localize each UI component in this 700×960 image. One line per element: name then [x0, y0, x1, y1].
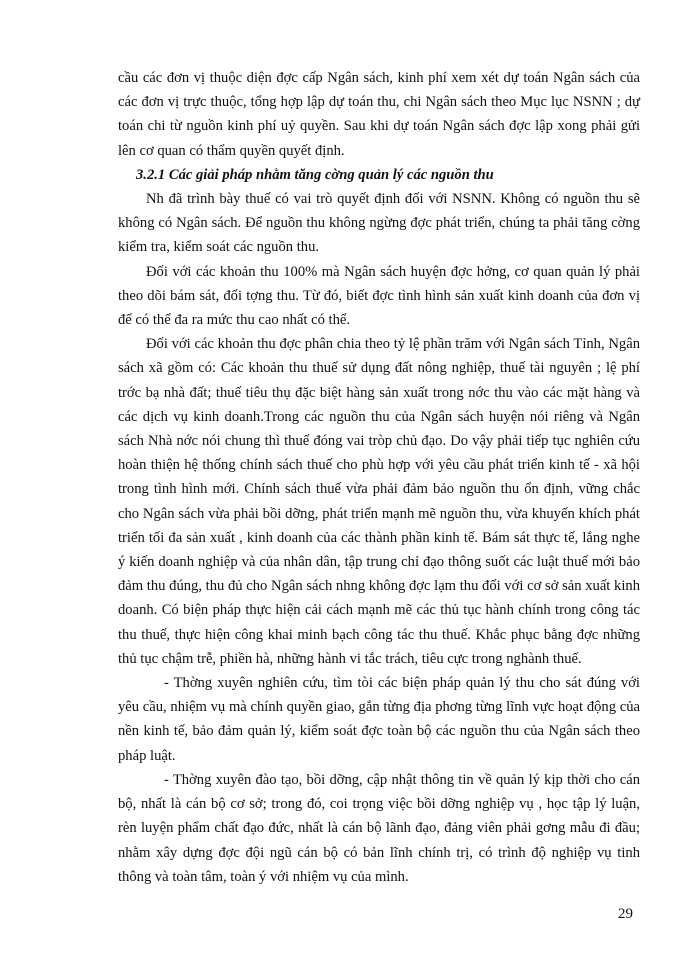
page-number: 29 [618, 906, 633, 922]
bullet-training: - Thờng xuyên đào tạo, bồi dỡng, cập nhật thông tin về quản lý kịp thời cho cán bộ, nhất là cán bộ cơ sở; trong đó, coi trọng việc bồi dỡng nghiệp vụ , học tập lý luận, rèn luyện phẩm chất đạo đức, nhất là cán bộ lãnh đạo, đảng viên phải gơng mẫu đi đầu; nhằm xây dựng đợc đội ngũ cán bộ có bản lĩnh chính trị, có trình độ nghiệp vụ tinh thông và toàn tâm, toàn ý với nhiệm vụ của mình. [118, 771, 640, 885]
paragraph-100-percent: Đối với các khoản thu 100% mà Ngân sách huyện đợc hởng, cơ quan quản lý phải theo dõi bám sát, đối tợng thu. Từ đó, biết đợc tình hình sản xuất kinh doanh của đơn vị để có thể đa ra mức thu cao nhất có thể. [118, 263, 640, 329]
paragraph-intro: Nh đã trình bày thuế có vai trò quyết định đối với NSNN. Không có nguồn thu sẽ không có Ngân sách. Để nguồn thu không ngừng đợc phát triển, chúng ta phải tăng cờng kiểm tra, kiểm soát các nguồn thu. [118, 191, 640, 256]
bullet-research: - Thờng xuyên nghiên cứu, tìm tòi các biện pháp quản lý thu cho sát đúng với yêu cầu, nhiệm vụ mà chính quyền giao, gắn từng địa phơng từng lĩnh vực hoạt động của nền kinh tế, bảo đảm quản lý, kiểm soát đợc toàn bộ các nguồn thu của Ngân sách theo pháp luật. [118, 675, 640, 764]
page-body [118, 66, 640, 889]
section-heading: 3.2.1 Các giải pháp nhằm tăng cờng quản lý các nguồn thu [136, 166, 494, 183]
paragraph-shared-revenue: Đối với các khoản thu đợc phân chia theo tỷ lệ phần trăm với Ngân sách Tỉnh, Ngân sách xã gồm có: Các khoản thu thuế sử dụng đất nông nghiệp, thuế tài nguyên ; lệ phí trớc bạ nhà đất; thuế tiêu thụ đặc biệt hàng sản xuất trong nớc thu vào các mặt hàng và các dịch vụ kinh doanh.Trong các nguồn thu của Ngân sách huyện nói riêng và Ngân sách Nhà nớc nói chung thì thuế đóng vai tròp chủ đạo. Do vậy phải tiếp tục nghiên cứu hoàn thiện hệ thống chính sách thuế cho phù hợp với yêu cầu phát triển kinh tế - xã hội trong tình hình mới. Chính sách thuế vừa phải đảm bảo nguồn thu ổn định, vững chắc cho Ngân sách vừa phải bồi dỡng, phát triển mạnh mẽ nguồn thu, vừa khuyến khích phát triển tối đa sản xuất , kinh doanh của các thành phần kinh tế. Bám sát thực tế, lắng nghe ý kiến doanh nghiệp và của nhân dân, tập trung chỉ đạo thông suốt các luật thuế mới bảo đảm thu đúng, thu đủ cho Ngân sách nhng không đợc lạm thu đối với cơ sở sản xuất kinh doanh. Có biện pháp thực hiện cải cách mạnh mẽ các thủ tục hành chính trong công tác thu thuế, thực hiện công khai minh bạch công tác thu thuế. Khắc phục bằng đợc những thủ tục chậm trễ, phiền hà, những hành vi tắc trách, tiêu cực trong nghành thuế. [118, 336, 640, 667]
paragraph-continuation: cầu các đơn vị thuộc diện đợc cấp Ngân sách, kinh phí xem xét dự toán Ngân sách của các đơn vị trực thuộc, tổng hợp lập dự toán thu, chi Ngân sách theo Mục lục NSNN ; dự toán chi từ nguồn kinh phí uỷ quyền. Sau khi dự toán Ngân sách đợc lập xong phải gửi lên cơ quan có thẩm quyền quyết định. [118, 70, 640, 159]
